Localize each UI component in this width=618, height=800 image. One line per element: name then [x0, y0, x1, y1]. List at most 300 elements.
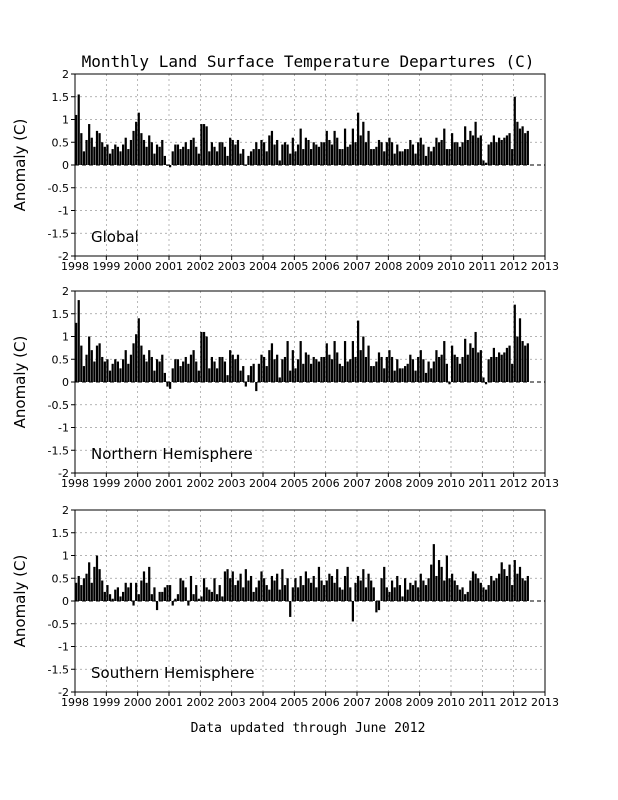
bar: [216, 151, 218, 165]
x-tick-label: 2000: [123, 477, 152, 490]
bar: [219, 357, 221, 382]
bar: [459, 364, 461, 382]
bar: [200, 124, 202, 165]
bar: [352, 341, 354, 382]
bar: [245, 569, 247, 601]
bar: [229, 138, 231, 165]
bar: [508, 133, 510, 165]
bar: [229, 578, 231, 601]
bar: [396, 145, 398, 165]
bar: [461, 357, 463, 382]
bar: [394, 587, 396, 601]
bar: [435, 350, 437, 382]
bar: [469, 581, 471, 601]
bar: [360, 135, 362, 165]
bar: [310, 583, 312, 601]
bar: [506, 135, 508, 165]
bar: [287, 145, 289, 165]
bar: [292, 350, 294, 382]
bar: [177, 145, 179, 165]
y-axis-label: Anomaly (C): [11, 554, 29, 648]
bar: [135, 122, 137, 165]
bar: [501, 562, 503, 601]
bar: [485, 163, 487, 165]
bar: [334, 131, 336, 165]
bar: [151, 594, 153, 601]
bar: [253, 592, 255, 601]
bar: [146, 147, 148, 165]
x-tick-label: 2006: [311, 260, 340, 273]
bar: [237, 140, 239, 165]
bar: [234, 585, 236, 601]
bar: [179, 578, 181, 601]
bar: [287, 341, 289, 382]
bar: [409, 583, 411, 601]
bar: [425, 156, 427, 165]
bar: [140, 346, 142, 382]
bar: [339, 364, 341, 382]
bar: [318, 147, 320, 165]
bar: [83, 366, 85, 382]
x-tick-label: 2008: [374, 696, 403, 709]
bar: [448, 578, 450, 601]
bar: [422, 359, 424, 382]
bar: [172, 151, 174, 165]
bar: [420, 574, 422, 601]
x-tick-label: 2001: [155, 477, 183, 490]
bar: [386, 587, 388, 601]
bar: [294, 151, 296, 165]
bar: [268, 590, 270, 601]
bar: [422, 145, 424, 165]
bar: [362, 569, 364, 601]
bar: [373, 366, 375, 382]
bar: [422, 581, 424, 601]
bar: [260, 571, 262, 601]
bar: [456, 142, 458, 165]
bar: [271, 343, 273, 382]
bar: [446, 364, 448, 382]
bar: [420, 138, 422, 165]
x-tick-label: 2010: [437, 477, 465, 490]
bar: [378, 352, 380, 382]
bar: [488, 359, 490, 382]
bar: [404, 366, 406, 382]
bar: [216, 368, 218, 382]
x-tick-label: 2010: [437, 696, 465, 709]
bar: [80, 133, 82, 165]
bar: [454, 355, 456, 382]
bar: [193, 138, 195, 165]
bar: [195, 362, 197, 382]
bar: [412, 145, 414, 165]
bar: [430, 368, 432, 382]
bar: [326, 131, 328, 165]
bar: [430, 565, 432, 601]
bar: [347, 147, 349, 165]
y-axis-label: Anomaly (C): [11, 335, 29, 429]
bar: [373, 587, 375, 601]
bar: [488, 585, 490, 601]
bar: [370, 366, 372, 382]
bar: [242, 149, 244, 165]
bar: [213, 362, 215, 382]
bar: [101, 357, 103, 382]
bar: [495, 578, 497, 601]
bar: [307, 140, 309, 165]
bar: [260, 355, 262, 382]
x-tick-label: 2013: [531, 696, 559, 709]
bar: [88, 337, 90, 383]
bar: [240, 371, 242, 382]
y-tick-label: -0.5: [47, 617, 69, 631]
bar: [310, 364, 312, 382]
y-tick-label: 1.5: [51, 307, 69, 321]
bar: [516, 337, 518, 383]
bar: [109, 154, 111, 165]
x-tick-label: 2003: [217, 260, 246, 273]
bar: [127, 149, 129, 165]
bar: [514, 305, 516, 382]
bar: [119, 596, 121, 601]
bar: [153, 154, 155, 165]
bar: [313, 576, 315, 601]
bar: [263, 578, 265, 601]
bar: [182, 147, 184, 165]
bar: [88, 124, 90, 165]
bar: [232, 140, 234, 165]
x-tick-label: 2009: [405, 260, 434, 273]
bar: [527, 343, 529, 382]
bar: [305, 138, 307, 165]
bar: [226, 375, 228, 382]
bar: [114, 359, 116, 382]
x-tick-label: 1998: [61, 260, 89, 273]
bar: [391, 581, 393, 601]
bar: [511, 585, 513, 601]
bar: [388, 350, 390, 382]
y-tick-label: 0: [62, 595, 69, 608]
x-tick-label: 2010: [437, 260, 465, 273]
bar: [132, 343, 134, 382]
bar: [213, 578, 215, 601]
bar: [323, 142, 325, 165]
bar: [271, 576, 273, 601]
bar: [399, 368, 401, 382]
bar: [522, 126, 524, 165]
bar: [211, 357, 213, 382]
bar: [454, 581, 456, 601]
x-tick-label: 2013: [531, 260, 559, 273]
bar: [334, 341, 336, 382]
bar: [297, 359, 299, 382]
bar: [407, 149, 409, 165]
x-tick-label: 2008: [374, 477, 403, 490]
bar: [428, 147, 430, 165]
bar: [493, 348, 495, 382]
bar: [96, 346, 98, 382]
x-tick-label: 2006: [311, 477, 340, 490]
bar: [435, 576, 437, 601]
bar: [352, 601, 354, 621]
bar: [104, 592, 106, 601]
bar: [498, 138, 500, 165]
bar: [461, 142, 463, 165]
bar: [195, 585, 197, 601]
bar: [428, 578, 430, 601]
bar: [503, 352, 505, 382]
bar: [117, 362, 119, 382]
bar: [106, 359, 108, 382]
footer-note: Data updated through June 2012: [190, 721, 426, 736]
bar: [357, 576, 359, 601]
bar: [85, 140, 87, 165]
bar: [203, 124, 205, 165]
bar: [242, 366, 244, 382]
bar: [320, 142, 322, 165]
bar: [352, 129, 354, 165]
bar: [250, 151, 252, 165]
bar: [349, 587, 351, 601]
bar: [367, 346, 369, 382]
bar: [378, 140, 380, 165]
bar: [174, 145, 176, 165]
bar: [323, 585, 325, 601]
bar: [247, 156, 249, 165]
bar: [344, 129, 346, 165]
bar: [315, 359, 317, 382]
bar: [193, 350, 195, 382]
bar: [425, 585, 427, 601]
bar: [388, 138, 390, 165]
bar: [320, 357, 322, 382]
bar: [315, 145, 317, 165]
bar: [164, 587, 166, 601]
bar: [148, 135, 150, 165]
bar: [519, 567, 521, 601]
bar: [477, 578, 479, 601]
bar: [459, 147, 461, 165]
bar: [117, 587, 119, 601]
bar: [297, 145, 299, 165]
bar: [315, 587, 317, 601]
bar: [441, 567, 443, 601]
bar: [522, 578, 524, 601]
bar: [375, 362, 377, 382]
bar: [347, 567, 349, 601]
bar: [132, 601, 134, 606]
bar: [362, 122, 364, 165]
bar: [237, 581, 239, 601]
bar: [263, 142, 265, 165]
bar: [485, 382, 487, 384]
bar: [240, 574, 242, 601]
bar: [425, 373, 427, 382]
bar: [456, 357, 458, 382]
bar: [336, 569, 338, 601]
bar: [179, 149, 181, 165]
bar: [284, 357, 286, 382]
y-tick-label: -1: [58, 204, 69, 218]
bar: [396, 359, 398, 382]
bar: [198, 154, 200, 165]
bar: [185, 357, 187, 382]
bar: [182, 362, 184, 382]
bar: [190, 140, 192, 165]
bar: [119, 368, 121, 382]
bar: [370, 581, 372, 601]
bar: [451, 346, 453, 382]
bar: [307, 355, 309, 382]
bar: [179, 366, 181, 382]
bar: [219, 585, 221, 601]
bar: [472, 135, 474, 165]
bar: [153, 371, 155, 382]
y-tick-label: 1.5: [51, 526, 69, 540]
bar: [284, 585, 286, 601]
bar: [258, 149, 260, 165]
y-tick-label: -1.5: [47, 227, 69, 241]
bar: [394, 154, 396, 165]
bar: [485, 590, 487, 601]
bar: [159, 362, 161, 382]
bar: [258, 364, 260, 382]
bar: [185, 587, 187, 601]
bar: [255, 382, 257, 391]
bar: [305, 571, 307, 601]
bar: [140, 581, 142, 601]
x-tick-label: 2013: [531, 477, 559, 490]
bar: [349, 359, 351, 382]
panel-northern-hemisphere: [11, 285, 559, 490]
x-tick-label: 2000: [123, 260, 152, 273]
bar: [164, 373, 166, 382]
x-tick-label: 2005: [280, 260, 309, 273]
bar: [313, 142, 315, 165]
bar: [106, 585, 108, 601]
bar: [438, 357, 440, 382]
bar: [302, 364, 304, 382]
bar: [253, 149, 255, 165]
bar: [357, 321, 359, 382]
bar: [166, 585, 168, 601]
bar: [279, 590, 281, 601]
y-tick-label: -1: [58, 421, 69, 435]
bar: [334, 583, 336, 601]
bar: [151, 357, 153, 382]
bar: [300, 341, 302, 382]
y-tick-label: 0.5: [51, 572, 69, 586]
x-tick-label: 2011: [468, 477, 497, 490]
bar: [146, 362, 148, 382]
bar: [328, 140, 330, 165]
bar: [409, 140, 411, 165]
y-tick-label: 0.5: [51, 136, 69, 150]
bar: [381, 357, 383, 382]
bar: [281, 145, 283, 165]
y-tick-label: -1.5: [47, 444, 69, 458]
bar: [114, 145, 116, 165]
x-tick-label: 2012: [499, 260, 528, 273]
bar: [446, 149, 448, 165]
bar: [143, 355, 145, 382]
bar: [501, 355, 503, 382]
bar: [516, 574, 518, 601]
bar: [464, 126, 466, 165]
bar: [93, 567, 95, 601]
bar: [498, 574, 500, 601]
bar: [250, 366, 252, 382]
y-tick-label: -1: [58, 640, 69, 654]
bar: [240, 154, 242, 165]
bar: [80, 585, 82, 601]
bar: [284, 142, 286, 165]
bar: [514, 97, 516, 165]
bar: [234, 359, 236, 382]
bar: [414, 581, 416, 601]
bar: [498, 352, 500, 382]
bar: [294, 368, 296, 382]
bar: [469, 343, 471, 382]
bar: [78, 94, 80, 165]
x-tick-label: 2001: [155, 260, 183, 273]
bar: [365, 587, 367, 601]
bar: [490, 357, 492, 382]
bar: [307, 578, 309, 601]
bar: [125, 583, 127, 601]
bar: [203, 332, 205, 382]
bar: [362, 337, 364, 383]
bar: [480, 135, 482, 165]
bar: [488, 145, 490, 165]
bar: [480, 583, 482, 601]
bar: [381, 578, 383, 601]
bar: [159, 592, 161, 601]
bar: [320, 581, 322, 601]
bar: [433, 362, 435, 382]
bar: [292, 587, 294, 601]
x-tick-label: 2003: [217, 696, 246, 709]
bar: [245, 382, 247, 387]
bar: [200, 596, 202, 601]
bar: [143, 571, 145, 601]
bar: [132, 131, 134, 165]
bar: [224, 571, 226, 601]
bar: [127, 364, 129, 382]
bar: [221, 142, 223, 165]
bar: [375, 601, 377, 612]
y-tick-label: 0.5: [51, 353, 69, 367]
bar: [404, 578, 406, 601]
bar: [399, 585, 401, 601]
bar: [187, 149, 189, 165]
bar: [378, 601, 380, 610]
bar: [519, 318, 521, 382]
bar: [386, 357, 388, 382]
bar: [289, 601, 291, 617]
bar: [391, 142, 393, 165]
bar: [375, 147, 377, 165]
bar: [276, 574, 278, 601]
bar: [467, 355, 469, 382]
bar: [93, 362, 95, 382]
y-tick-label: 1: [62, 113, 69, 127]
bar: [475, 574, 477, 601]
bar: [260, 140, 262, 165]
bar: [467, 592, 469, 601]
bar: [365, 357, 367, 382]
bar: [446, 556, 448, 602]
